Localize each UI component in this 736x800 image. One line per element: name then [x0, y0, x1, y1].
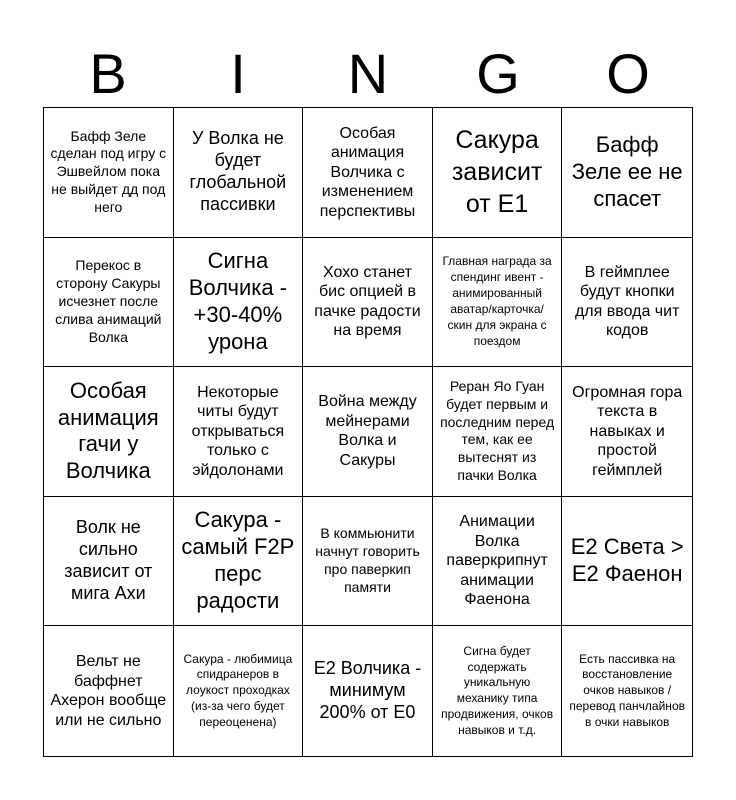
bingo-title [43, 40, 693, 108]
bingo-cell-3-4[interactable]: Реран Яо Гуан будет первым и последним перед тем, как ее вытеснят из пачки Волка [433, 367, 563, 497]
bingo-cell-1-4[interactable]: Сакура зависит от Е1 [433, 108, 563, 238]
bingo-cell-4-3[interactable]: В коммьюнити начнут говорить про паверкип памяти [303, 497, 433, 627]
bingo-cell-5-2[interactable]: Сакура - любимица спидранеров в лоукост проходках (из-за чего будет переоценена) [174, 626, 304, 756]
bingo-cell-4-1[interactable]: Волк не сильно зависит от мига Ахи [44, 497, 174, 627]
title-letter-n: N [347, 42, 389, 105]
bingo-cell-3-2[interactable]: Некоторые читы будут открываться только с эйдолонами [174, 367, 304, 497]
bingo-cell-1-1[interactable]: Бафф Зеле сделан под игру с Эшвейлом пока не выйдет дд под него [44, 108, 174, 238]
bingo-cell-1-3[interactable]: Особая анимация Волчика с изменением перспективы [303, 108, 433, 238]
bingo-cell-4-4[interactable]: Анимации Волка паверкрипнут анимации Фаенона [433, 497, 563, 627]
bingo-cell-2-4[interactable]: Главная награда за спендинг ивент - анимированный аватар/карточка/ скин для экрана с поездом [433, 238, 563, 368]
bingo-grid [43, 107, 693, 757]
bingo-cell-2-2[interactable]: Сигна Волчика - +30-40% урона [174, 238, 304, 368]
title-letter-o: O [606, 42, 650, 105]
bingo-cell-3-5[interactable]: Огромная гора текста в навыках и простой геймплей [562, 367, 692, 497]
bingo-cell-5-5[interactable]: Есть пассивка на восстановление очков навыков / перевод панчлайнов в очки навыков [569, 651, 685, 729]
bingo-cell-1-2[interactable]: У Волка не будет глобальной пассивки [174, 108, 304, 238]
bingo-cell-3-3[interactable]: Война между мейнерами Волка и Сакуры [303, 367, 433, 497]
bingo-cell-4-2[interactable]: Сакура - самый F2P перс радости [174, 497, 304, 627]
bingo-cell-3-1[interactable]: Особая анимация гачи у Волчика [44, 367, 174, 497]
bingo-cell-1-5[interactable]: Бафф Зеле ее не спасет [562, 108, 692, 238]
bingo-cell-5-3[interactable]: Е2 Волчика - минимум 200% от Е0 [303, 626, 433, 756]
bingo-cell-2-3[interactable]: Хохо станет бис опцией в пачке радости на время [303, 238, 433, 368]
bingo-cell-4-5[interactable]: Е2 Света > Е2 Фаенон [562, 497, 692, 627]
bingo-cell-5-4[interactable]: Сигна будет содержать уникальную механику типа продвижения, очков навыков и т.д. [433, 626, 563, 756]
bingo-cell-2-1[interactable]: Перекос в сторону Сакуры исчезнет после слива анимаций Волка [44, 238, 174, 368]
bingo-cell-5-1[interactable]: Вельт не баффнет Ахерон вообще или не сильно [44, 626, 174, 756]
title-letter-b: B [89, 42, 127, 105]
bingo-cell-2-5[interactable]: В геймплее будут кнопки для ввода чит кодов [562, 238, 692, 368]
title-letter-i: I [230, 42, 246, 105]
title-letter-g: G [476, 42, 520, 105]
